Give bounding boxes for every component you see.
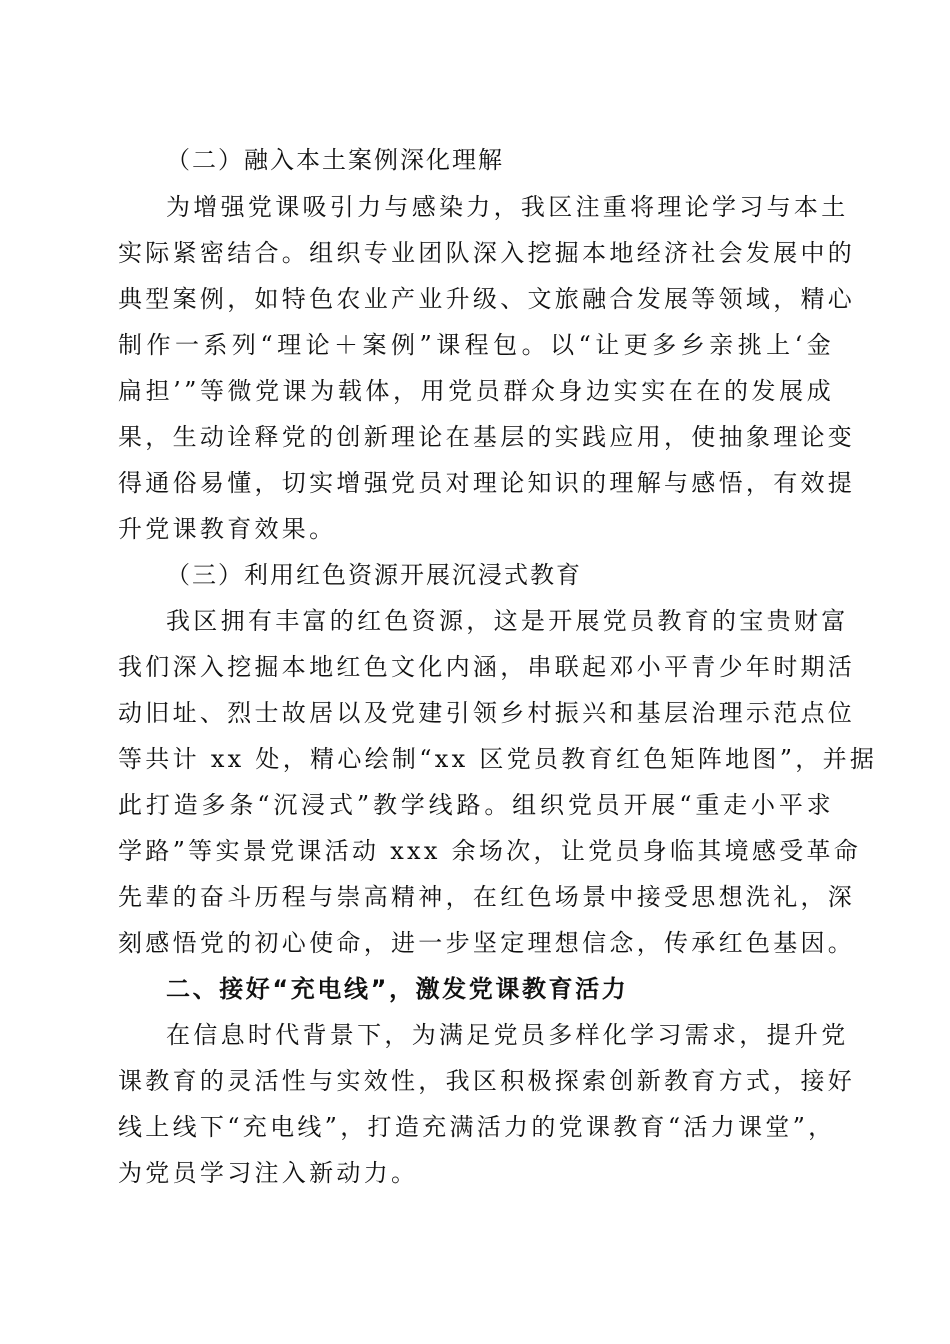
paragraph-line: 我区拥有丰富的红色资源，这是开展党员教育的宝贵财富 (166, 607, 849, 635)
paragraph-line: 为党员学习注入新动力。 (118, 1159, 419, 1187)
paragraph-line: 刻感悟党的初心使命，进一步坚定理想信念，传承红色基因。 (118, 929, 856, 957)
part-heading-2: 二、接好“充电线”，激发党课教育活力 (166, 975, 629, 1003)
paragraph-line: 在信息时代背景下，为满足党员多样化学习需求，提升党 (166, 1021, 849, 1049)
paragraph-line: 学路”等实景党课活动 xxx 余场次，让党员身临其境感受革命 (118, 837, 862, 865)
paragraph-line: 果，生动诠释党的创新理论在基层的实践应用，使抽象理论变 (118, 423, 856, 451)
section-heading-3: （三）利用红色资源开展沉浸式教育 (166, 561, 582, 589)
paragraph-line: 典型案例，如特色农业产业升级、文旅融合发展等领域，精心 (118, 285, 856, 313)
paragraph-line: 为增强党课吸引力与感染力，我区注重将理论学习与本土 (166, 193, 849, 221)
paragraph-line: 动旧址、烈士故居以及党建引领乡村振兴和基层治理示范点位 (118, 699, 856, 727)
paragraph-line: 制作一系列“理论＋案例”课程包。以“让更多乡亲挑上‘金 (118, 331, 834, 359)
paragraph-line: 我们深入挖掘本地红色文化内涵，串联起邓小平青少年时期活 (118, 653, 856, 681)
paragraph-line: 扁担’”等微党课为载体，用党员群众身边实实在在的发展成 (118, 377, 834, 405)
paragraph-line: 课教育的灵活性与实效性，我区积极探索创新教育方式，接好 (118, 1067, 856, 1095)
paragraph-line: 等共计 xx 处，精心绘制“xx 区党员教育红色矩阵地图”，并据 (118, 745, 878, 773)
paragraph-line: 升党课教育效果。 (118, 515, 337, 543)
paragraph-line: 得通俗易懂，切实增强党员对理论知识的理解与感悟，有效提 (118, 469, 856, 497)
paragraph-line: 先辈的奋斗历程与崇高精神，在红色场景中接受思想洗礼，深 (118, 883, 856, 911)
paragraph-line: 实际紧密结合。组织专业团队深入挖掘本地经济社会发展中的 (118, 239, 856, 267)
paragraph-line: 线上线下“充电线”，打造充满活力的党课教育“活力课堂”， (118, 1113, 836, 1141)
paragraph-line: 此打造多条“沉浸式”教学线路。组织党员开展“重走小平求 (118, 791, 834, 819)
section-heading-2: （二）融入本土案例深化理解 (166, 146, 504, 174)
